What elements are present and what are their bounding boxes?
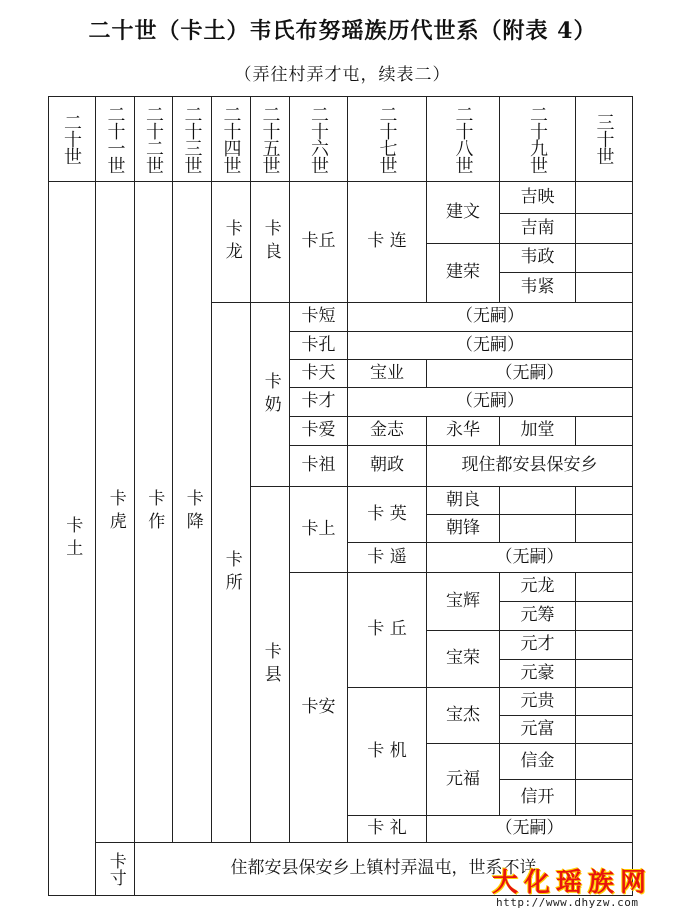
name-jinan: 吉南	[500, 214, 576, 244]
page-title: 二十世（卡土）韦氏布努瑶族历代世系（附表 4）	[88, 18, 597, 44]
name-xinkai: 信开	[500, 780, 576, 816]
name-kanai: 卡奶	[251, 303, 290, 487]
no-heir-note: （无嗣）	[427, 816, 633, 843]
header-generation-27: 二十七世	[348, 96, 427, 182]
name-yonghua: 永华	[427, 417, 500, 446]
watermark-logo: 大化瑶族网	[492, 868, 653, 898]
name-kaan: 卡安	[290, 573, 348, 843]
empty-cell	[576, 182, 633, 214]
name-yuanchou: 元筹	[500, 602, 576, 631]
name-baohui: 宝辉	[427, 573, 500, 631]
name-kahu: 卡虎	[96, 182, 135, 843]
empty-cell	[576, 716, 633, 744]
header-generation-20: 二十世	[48, 96, 96, 182]
name-kashang: 卡上	[290, 487, 348, 573]
empty-cell	[576, 780, 633, 816]
name-katu: 卡土	[48, 182, 96, 896]
empty-cell	[576, 602, 633, 631]
header-generation-22: 二十二世	[135, 96, 173, 182]
name-baoye: 宝业	[348, 360, 427, 388]
empty-cell	[576, 273, 633, 303]
header-generation-28: 二十八世	[427, 96, 500, 182]
residence-note: 现住都安县保安乡	[427, 446, 633, 487]
header-generation-25: 二十五世	[251, 96, 290, 182]
name-baorong: 宝荣	[427, 631, 500, 688]
empty-cell	[576, 214, 633, 244]
name-kazu: 卡祖	[290, 446, 348, 487]
name-kali: 卡 礼	[348, 816, 427, 843]
empty-cell	[576, 515, 633, 543]
name-xinjin: 信金	[500, 744, 576, 780]
name-weizheng: 韦政	[500, 244, 576, 273]
name-kaliang: 卡良	[251, 182, 290, 303]
name-kacun: 卡寸	[96, 843, 135, 896]
name-kaqiu-2: 卡 丘	[348, 573, 427, 688]
site-watermark	[492, 862, 684, 912]
no-heir-note: （无嗣）	[348, 303, 633, 332]
header-generation-26: 二十六世	[290, 96, 348, 182]
header-generation-24: 二十四世	[212, 96, 251, 182]
name-jiying: 吉映	[500, 182, 576, 214]
name-weijin: 韦紧	[500, 273, 576, 303]
name-kaqiu: 卡丘	[290, 182, 348, 303]
name-jianrong: 建荣	[427, 244, 500, 303]
name-kacai: 卡才	[290, 388, 348, 417]
name-chaofeng: 朝锋	[427, 515, 500, 543]
name-kajiang: 卡降	[173, 182, 212, 843]
header-generation-30: 三十世	[576, 96, 633, 182]
name-yuanlong: 元龙	[500, 573, 576, 602]
name-katian: 卡天	[290, 360, 348, 388]
empty-cell	[500, 487, 576, 515]
name-kalian: 卡 连	[348, 182, 427, 303]
empty-cell	[576, 244, 633, 273]
watermark-url: http://www.dhyzw.com	[496, 896, 639, 909]
name-baojie: 宝杰	[427, 688, 500, 744]
no-heir-note: （无嗣）	[427, 360, 633, 388]
header-generation-23: 二十三世	[173, 96, 212, 182]
kacun-note: 住都安县保安乡上镇村弄温屯，世系不详	[135, 843, 633, 896]
name-chaozheng: 朝政	[348, 446, 427, 487]
name-yuanfu-2: 元富	[500, 716, 576, 744]
name-kakong: 卡孔	[290, 332, 348, 360]
empty-cell	[500, 515, 576, 543]
name-jinzhi: 金志	[348, 417, 427, 446]
page-subtitle: （弄往村弄才屯，续表二）	[234, 65, 451, 85]
no-heir-note: （无嗣）	[348, 388, 633, 417]
name-jianwen: 建文	[427, 182, 500, 244]
name-kalong: 卡龙	[212, 182, 251, 303]
empty-cell	[576, 417, 633, 446]
empty-cell	[576, 573, 633, 602]
name-kaduan: 卡短	[290, 303, 348, 332]
name-kasuo: 卡所	[212, 303, 251, 843]
name-kaji: 卡 机	[348, 688, 427, 816]
name-chaoliang: 朝良	[427, 487, 500, 515]
empty-cell	[576, 744, 633, 780]
name-yuancai: 元才	[500, 631, 576, 660]
empty-cell	[576, 688, 633, 716]
name-yuanhao: 元豪	[500, 660, 576, 688]
header-generation-21: 二十一世	[96, 96, 135, 182]
name-jiatang: 加堂	[500, 417, 576, 446]
no-heir-note: （无嗣）	[348, 332, 633, 360]
name-kaying: 卡 英	[348, 487, 427, 543]
name-kazuo: 卡作	[135, 182, 173, 843]
no-heir-note: （无嗣）	[427, 543, 633, 573]
name-kaai: 卡爱	[290, 417, 348, 446]
header-generation-29: 二十九世	[500, 96, 576, 182]
name-yuanfu: 元福	[427, 744, 500, 816]
empty-cell	[576, 660, 633, 688]
name-kayao: 卡 遥	[348, 543, 427, 573]
empty-cell	[576, 487, 633, 515]
name-yuangui: 元贵	[500, 688, 576, 716]
empty-cell	[576, 631, 633, 660]
name-kaxian: 卡县	[251, 487, 290, 843]
